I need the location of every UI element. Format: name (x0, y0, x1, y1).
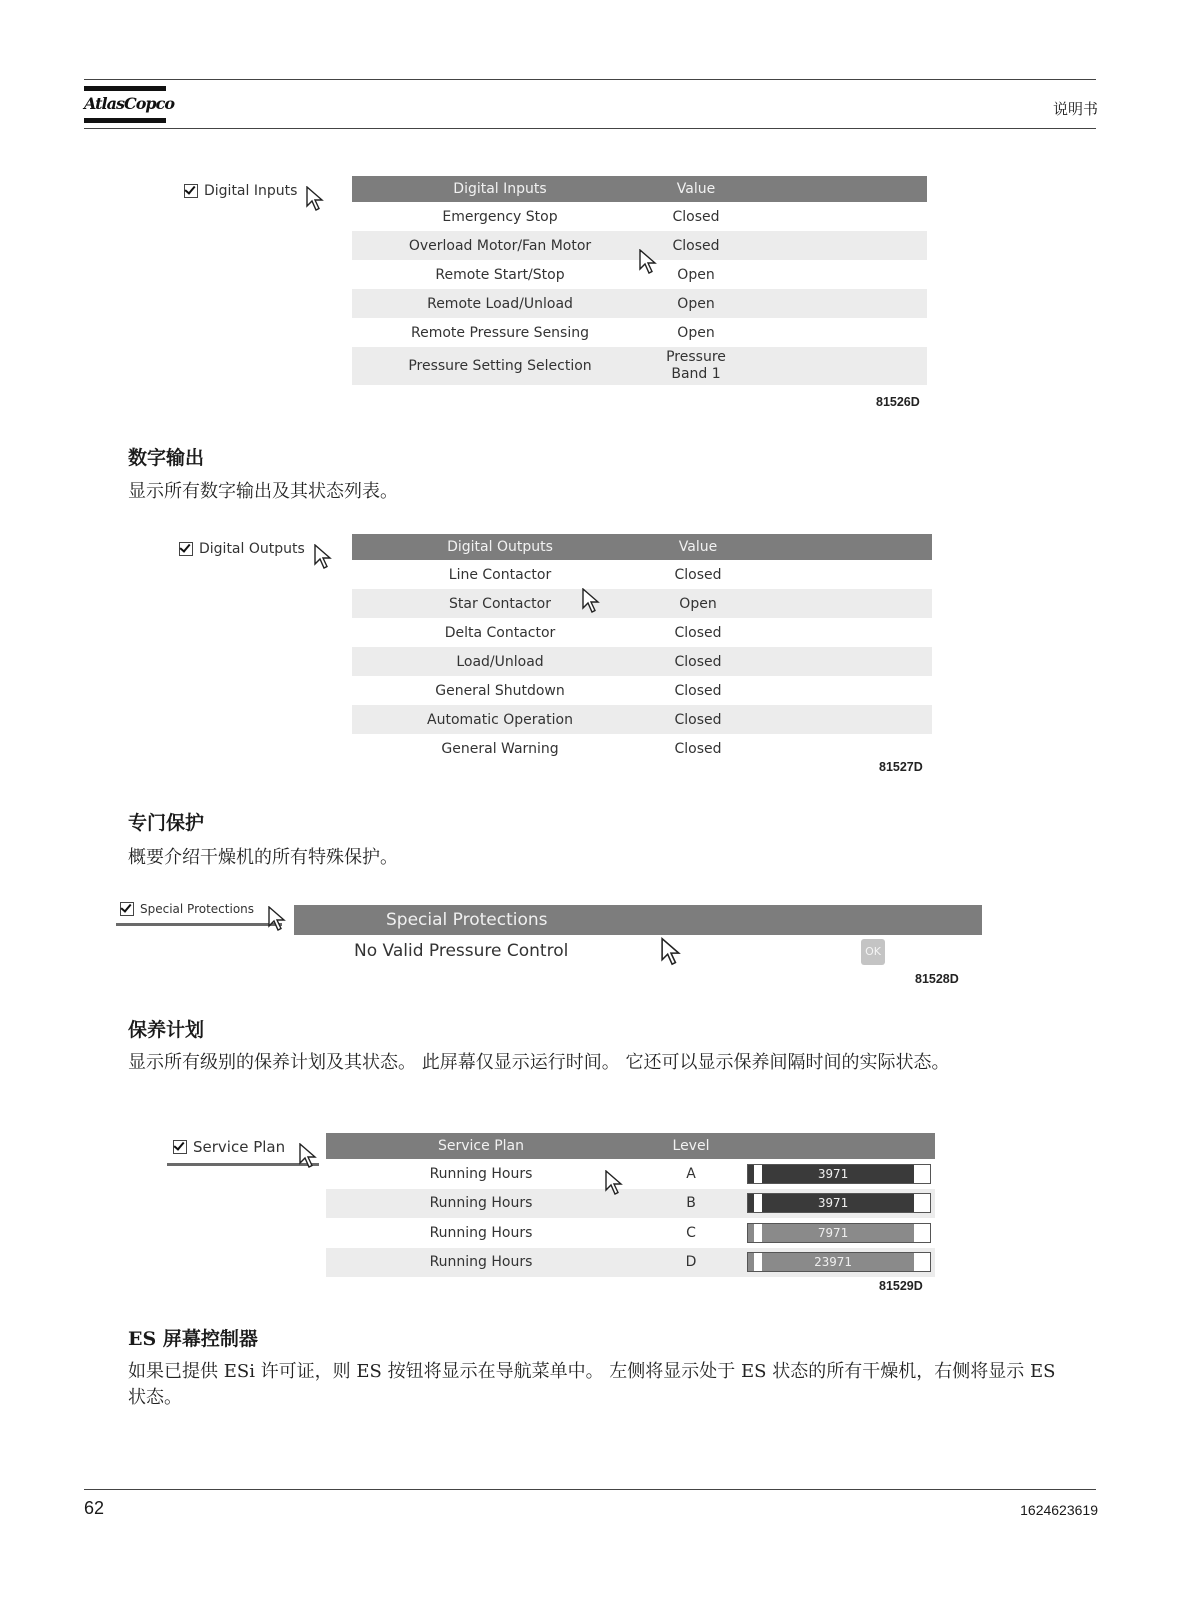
checkbox-label: Digital Inputs (204, 183, 298, 199)
table-row: General Warning Closed (441, 740, 722, 757)
table-row: Line Contactor Closed (448, 566, 722, 583)
page-number: 62 (84, 1498, 105, 1518)
checkbox-label: Digital Outputs (199, 541, 305, 557)
mouse-cursor-icon (314, 544, 332, 570)
protection-label: No Valid Pressure Control (354, 941, 569, 961)
header-bottom-rule (84, 128, 1096, 129)
digital-inputs-checkbox[interactable] (184, 183, 297, 199)
table-header (352, 534, 932, 560)
mouse-cursor-icon (582, 588, 600, 614)
table-row: Overload Motor/Fan Motor Closed (352, 231, 927, 260)
selected-underline (167, 1163, 319, 1166)
checkbox-checked-icon (173, 1140, 187, 1154)
checkbox-label: Service Plan (193, 1138, 286, 1156)
selected-underline (116, 923, 282, 926)
checkbox-checked-icon (184, 184, 198, 198)
column-header-name: Digital Outputs (447, 539, 553, 555)
section-heading: 专门保护 (128, 812, 205, 834)
section-text: 概要介绍干燥机的所有特殊保护。 (128, 847, 398, 868)
column-header-name: Digital Inputs (453, 181, 547, 197)
special-protections-header: Special Protections (294, 905, 982, 935)
document-type: 说明书 (1052, 100, 1098, 118)
figure-code: 81527D (879, 760, 923, 774)
service-level-bar: 3971 (747, 1164, 931, 1184)
table-row: Delta Contactor Closed (444, 624, 722, 641)
section-text: 显示所有数字输出及其状态列表。 (128, 481, 398, 502)
header-top-rule (84, 79, 1096, 80)
mouse-cursor-icon (639, 249, 657, 275)
service-level-bar: 3971 (747, 1193, 931, 1213)
table-row: Emergency Stop Closed (442, 208, 720, 225)
checkbox-checked-icon (179, 542, 193, 556)
section-heading: 数字输出 (128, 447, 205, 469)
table-row: Remote Pressure Sensing Open (410, 324, 715, 341)
column-header-level: Level (672, 1138, 710, 1154)
table-row: Running Hours B (326, 1189, 935, 1219)
section-heading: ES 屏幕控制器 (128, 1328, 258, 1350)
section-text: 如果已提供 ESi 许可证，则 ES 按钮将显示在导航菜单中。 左侧将显示处于 ES 状态的所有干燥机，右侧将显示 ES 状态。 (128, 1361, 1056, 1408)
table-row: Remote Start/Stop Open (435, 266, 715, 283)
mouse-cursor-icon (299, 1143, 317, 1169)
table-row: Load/Unload Closed (352, 647, 932, 676)
figure-code: 81526D (876, 395, 920, 409)
special-protections-checkbox[interactable] (120, 902, 254, 916)
document-number: 1624623619 (1020, 1502, 1098, 1518)
table-row: Pressure Setting Selection Pressure Band 1 (352, 347, 927, 385)
status-ok-indicator: OK (861, 939, 885, 965)
mouse-cursor-icon (661, 937, 681, 967)
table-row: Star Contactor Open (352, 589, 932, 618)
service-level-bar: 23971 (747, 1252, 931, 1272)
table-row: Running Hours D (326, 1248, 935, 1278)
column-header-service-plan: Service Plan (438, 1138, 524, 1154)
figure-code: 81529D (879, 1279, 923, 1293)
mouse-cursor-icon (605, 1170, 623, 1196)
section-text: 显示所有级别的保养计划及其状态。 此屏幕仅显示运行时间。 它还可以显示保养间隔时间的实际状态。 (128, 1052, 950, 1073)
table-row: Remote Load/Unload Open (352, 289, 927, 318)
table-row: Running Hours A (429, 1165, 696, 1182)
footer-rule (84, 1489, 1096, 1490)
column-header-value: Value (676, 181, 716, 197)
column-header-value: Value (678, 539, 718, 555)
service-plan-checkbox[interactable] (173, 1138, 285, 1156)
table-row: General Shutdown Closed (435, 682, 722, 699)
table-header (352, 176, 927, 202)
mouse-cursor-icon (306, 186, 324, 212)
mouse-cursor-icon (268, 906, 286, 932)
digital-outputs-table (352, 534, 932, 763)
digital-inputs-table (352, 176, 927, 385)
checkbox-label: Special Protections (140, 902, 255, 916)
atlas-copco-logo: AtlasCopco (84, 86, 166, 126)
table-row: Running Hours C (429, 1224, 696, 1241)
figure-code: 81528D (915, 972, 959, 986)
table-row: Automatic Operation Closed (352, 705, 932, 734)
service-level-bar: 7971 (747, 1223, 931, 1243)
checkbox-checked-icon (120, 902, 134, 916)
table-header (326, 1133, 935, 1159)
digital-outputs-checkbox[interactable] (179, 541, 305, 557)
section-heading: 保养计划 (128, 1019, 205, 1041)
